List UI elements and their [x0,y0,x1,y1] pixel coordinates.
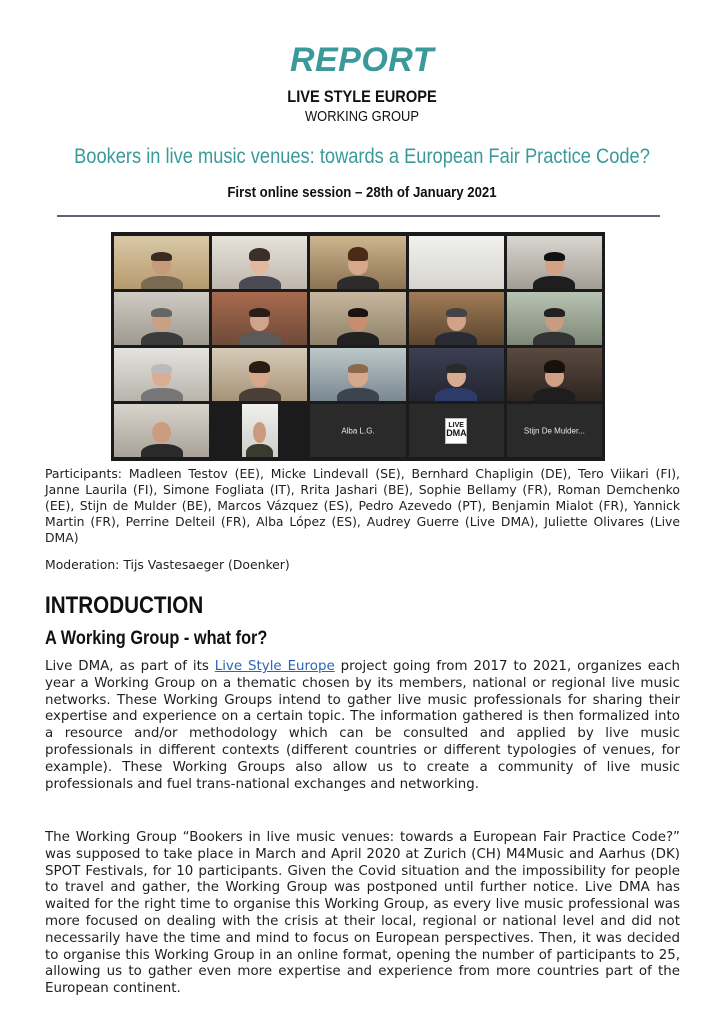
participant-tile-live-dma [409,404,504,457]
participant-tile [212,404,307,457]
participant-tile [310,348,405,401]
participant-tile [114,348,209,401]
participant-tile [507,236,602,289]
intro-paragraph-1: Live DMA, as part of its Live Style Europe project going from 2017 to 2021, organizes each year a Working Group on a thematic chosen by its members, national or regional live music networks. These Working Groups intend to gather live music professionals for sharing their expertise and experience on a certain topic. The information gathered is then formalized into a resource and/or methodology which can be consulted and applied by live music professionals in different contexts (different countries or different typologies of venues, for example). These Working Groups also allow us to create a community of live music professionals and fuel trans-national exchanges and networking. [45,659,680,792]
participant-tile [507,292,602,345]
participant-tile [507,348,602,401]
video-call-photo [111,232,605,461]
participant-tile [114,292,209,345]
report-label: REPORT [289,41,435,79]
participant-tile [409,236,504,289]
participant-tile [409,292,504,345]
report-subtitle: Bookers in live music venues: towards a European Fair Practice Code? [74,145,650,168]
moderation-label: Moderation: [45,557,120,572]
participant-tile [212,292,307,345]
participant-tile-stijn [507,404,602,457]
participants-label: Participants: [45,466,122,481]
participant-tile-alba [310,404,405,457]
live-style-europe-link[interactable]: Live Style Europe [214,659,335,674]
participant-tile [212,236,307,289]
intro-paragraph-2: The Working Group “Bookers in live music venues: towards a European Fair Practice Code?” was supposed to take place in March and April 2020 at Zurich (CH) M4Music and Aarhus (DK) SPOT Festivals, for 10 participants. Given the Covid situation and the impossibility for people to travel and gather, the Working Group was postponed until further notice. Live DMA has waited for the right time to organise this Working Group, as every live music professional was more focused on dealing with the crisis at their local, regional or national level and did not necessarily have the time and mind to focus on European perspectives. Then, it was decided to organise this Working Group in an online format, opening the number of participants to 25, allowing us to gather even more expertise and experience from more countries part of the European continent. [45,830,680,997]
live-dma-logo: LIVE DMA [445,418,467,444]
participant-tile [114,236,209,289]
title-divider [57,215,660,217]
brand-name: LIVE STYLE EUROPE [287,87,437,106]
participant-tile [310,236,405,289]
section-heading: INTRODUCTION [45,592,204,619]
participant-name-alba: Alba L.G. [341,426,375,435]
participant-name-stijn: Stijn De Mulder... [523,426,585,435]
participant-tile [212,348,307,401]
participants-list [45,466,680,546]
participant-tile [409,348,504,401]
moderation-text: Tijs Vastesaeger (Doenker) [123,557,290,572]
moderation-line [45,557,680,573]
participant-tile [114,404,209,457]
section-subheading: A Working Group - what for? [45,628,268,649]
session-date: First online session – 28th of January 2021 [227,184,497,201]
participants-text: Madleen Testov (EE), Micke Lindevall (SE), Bernhard Chapligin (DE), Tero Viikari (FI), Janne Laurila (FI), Simone Fogliata (IT), Rrita Jashari (BE), Sophie Bellamy (FR), Roman Demchenko (EE), Stijn de Mulder (BE), Marcos Vázquez (ES), Pedro Azevedo (PT), Benjamin Mialot (FR), Yannick Martin (FR), Perrine Delteil (FR), Alba López (ES), Audrey Guerre (Live DMA), Juliette Olivares (Live DMA) [45,466,680,545]
participant-tile [310,292,405,345]
brand-sub: WORKING GROUP [305,108,419,125]
